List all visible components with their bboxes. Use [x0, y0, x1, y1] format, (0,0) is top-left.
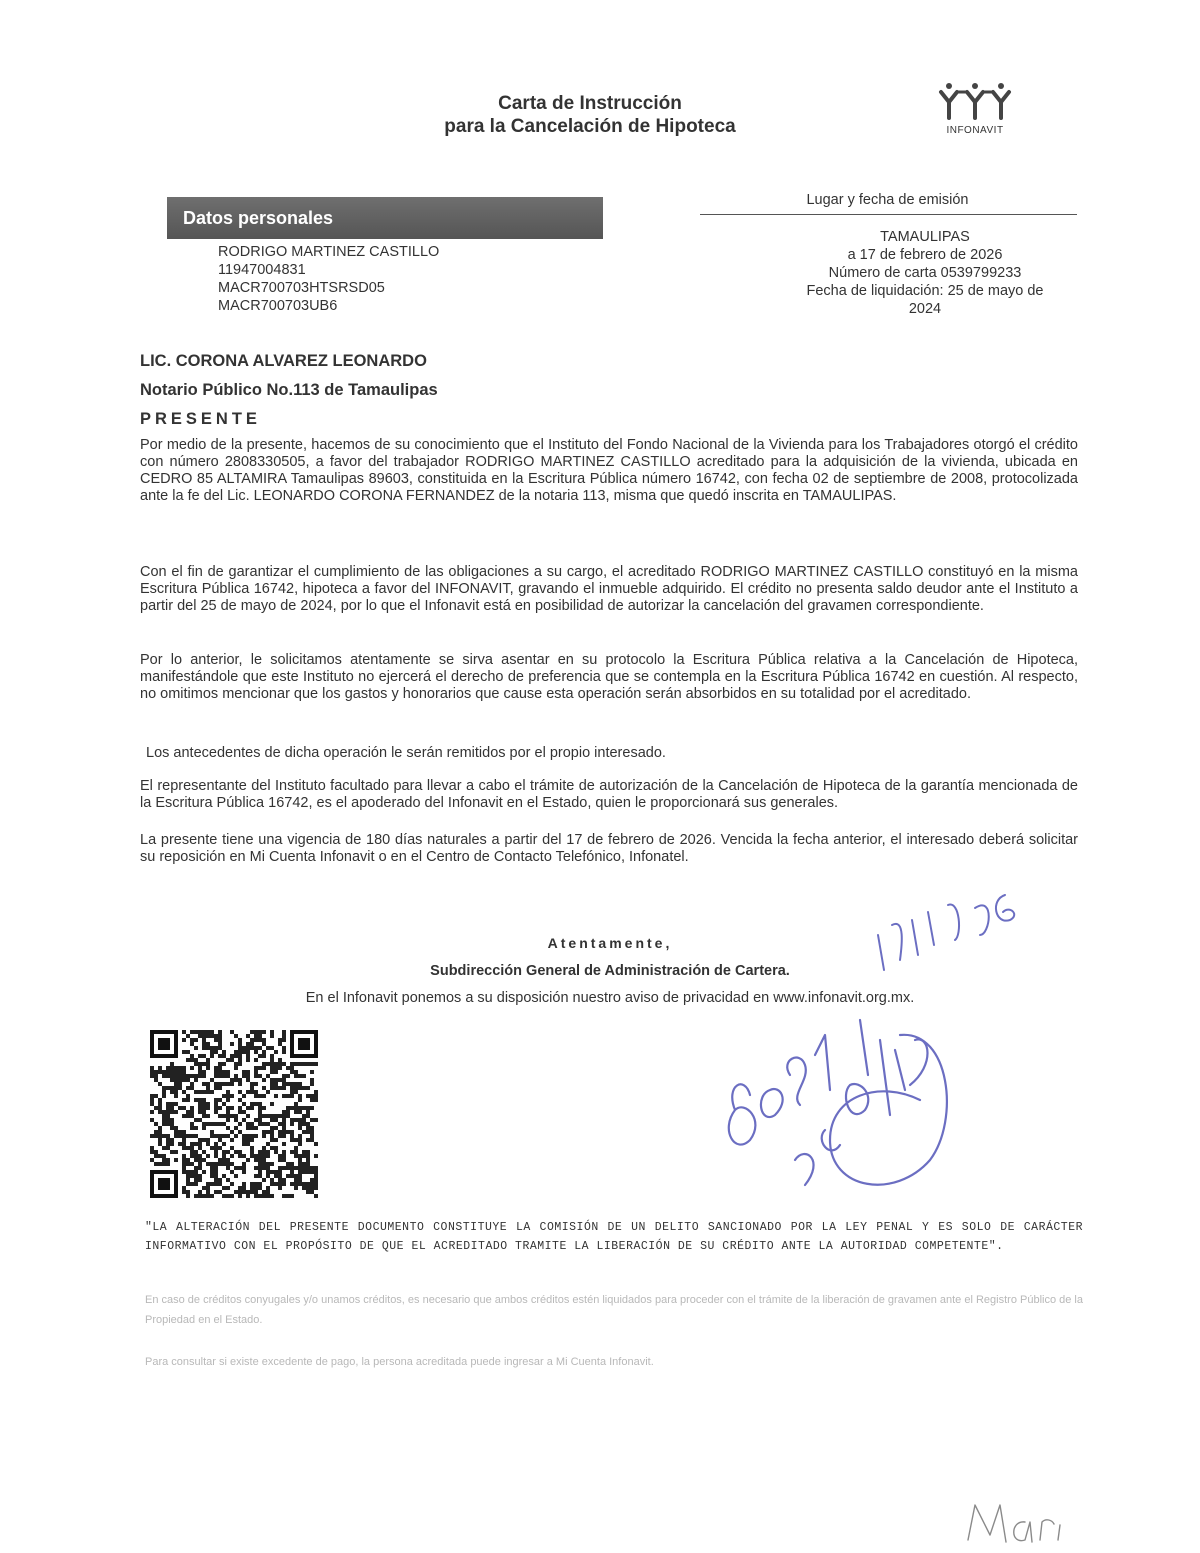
trabajador-rfc: MACR700703UB6 [218, 298, 338, 314]
title-line-2: para la Cancelación de Hipoteca [444, 116, 736, 137]
paragraph-2: Con el fin de garantizar el cumplimiento de las obligaciones a su cargo, el acreditado RODRIGO MARTINEZ CASTILLO constituyó en la misma Escritura Pública 16742, hipoteca a favor del INFONAVIT, gravando el inmueble adquirido. El crédito no presenta saldo deudor ante el Instituto a partir del 25 de mayo de 2024, por lo que el Infonavit está en posibilidad de autorizar la cancelación del gravamen correspondiente. [140, 564, 1078, 614]
datos-personales-list [218, 243, 439, 315]
paragraph-4: Los antecedentes de dicha operación le serán remitidos por el propio interesado. [146, 745, 666, 761]
infonavit-logo [930, 80, 1020, 140]
lugar-fecha-label: Lugar y fecha de emisión [806, 192, 969, 208]
fecha-emision: a 17 de febrero de 2026 [847, 247, 1003, 263]
handwritten-signature [729, 1020, 947, 1185]
title-line-1: Carta de Instrucción [498, 93, 682, 114]
lugar-emision: TAMAULIPAS [880, 229, 970, 245]
note-creditos-conyugales: En caso de créditos conyugales y/o unamos créditos, es necesario que ambos créditos estén liquidados para proceder con el trámite de la liberación de gravamen ante el Registro Público de la Propiedad en el Estado. [145, 1294, 1083, 1326]
handwritten-initials [968, 1505, 1060, 1542]
numero-carta: Número de carta 0539799233 [828, 265, 1022, 281]
handwritten-date-stamp [878, 895, 1014, 970]
lugar-fecha-divider [700, 214, 1077, 215]
datos-personales-heading: Datos personales [167, 197, 603, 239]
legal-notice: "LA ALTERACIÓN DEL PRESENTE DOCUMENTO CONSTITUYE LA COMISIÓN DE UN DELITO SANCIONADO POR LA LEY PENAL Y ES SOLO DE CARÁCTER INFORMATIVO CON EL PROPÓSITO DE QUE EL ACREDITADO TRAMITE LA LIBERACIÓN DE SU CRÉDITO ANTE LA AUTORIDAD COMPETENTE". [145, 1221, 1083, 1253]
trabajador-curp: MACR700703HTSRSD05 [218, 280, 385, 296]
presente-label: PRESENTE [140, 410, 261, 428]
paragraph-6: La presente tiene una vigencia de 180 días naturales a partir del 17 de febrero de 2026. Vencida la fecha anterior, el interesado deberá solicitar su reposición en Mi Cuenta Infonavit o en el Centro de Contacto Telefónico, Infonatel. [140, 832, 1078, 865]
trabajador-nombre: RODRIGO MARTINEZ CASTILLO [218, 244, 440, 260]
lugar-fecha-block [775, 228, 1075, 318]
trabajador-nss: 11947004831 [218, 262, 306, 278]
subdireccion-label: Subdirección General de Administración de Cartera. [430, 963, 790, 979]
paragraph-1: Por medio de la presente, hacemos de su conocimiento que el Instituto del Fondo Nacional de la Vivienda para los Trabajadores otorgó el crédito con número 2808330505, a favor del trabajador RODRIGO MARTINEZ CASTILLO acreditado para la adquisición de la vivienda, ubicada en CEDRO 85 ALTAMIRA Tamaulipas 89603, constituida en la Escritura Pública número 16742, con fecha 02 de septiembre de 2008, protocolizada ante la fe del Lic. LEONARDO CORONA FERNANDEZ de la notaria 113, misma que quedó inscrita en TAMAULIPAS. [140, 437, 1078, 504]
aviso-privacidad: En el Infonavit ponemos a su disposición nuestro aviso de privacidad en www.infonavit.org.mx. [305, 990, 915, 1006]
logo-text: INFONAVIT [946, 125, 1004, 136]
paragraph-5: El representante del Instituto facultado para llevar a cabo el trámite de autorización de la Cancelación de Hipoteca de la garantía mencionada de la Escritura Pública 16742, es el apoderado del Infonavit en el Estado, quien le proporcionará sus generales. [140, 778, 1078, 811]
notario-numero: Notario Público No.113 de Tamaulipas [140, 381, 438, 399]
atentamente-label: Atentamente, [547, 935, 673, 951]
notario-nombre: LIC. CORONA ALVAREZ LEONARDO [140, 352, 427, 370]
document-title [380, 92, 800, 138]
fecha-liquidacion-year: 2024 [908, 301, 942, 317]
addressee-block [140, 347, 438, 434]
paragraph-3: Por lo anterior, le solicitamos atentamente se sirva asentar en su protocolo la Escritura Pública relativa a la Cancelación de Hipoteca, manifestándole que este Instituto no ejercerá el derecho de preferencia que se contempla en la Escritura Pública 16742 en cuestión. Al respecto, no omitimos mencionar que los gastos y honorarios que cause esta operación serán absorbidos en su totalidad por el acreditado. [140, 652, 1078, 702]
infonavit-logo-icon [937, 80, 1013, 120]
fecha-liquidacion: Fecha de liquidación: 25 de mayo de [806, 283, 1044, 299]
note-excedente-pago: Para consultar si existe excedente de pago, la persona acreditada puede ingresar a Mi Cuenta Infonavit. [145, 1356, 654, 1368]
qr-code-icon [150, 1030, 318, 1198]
